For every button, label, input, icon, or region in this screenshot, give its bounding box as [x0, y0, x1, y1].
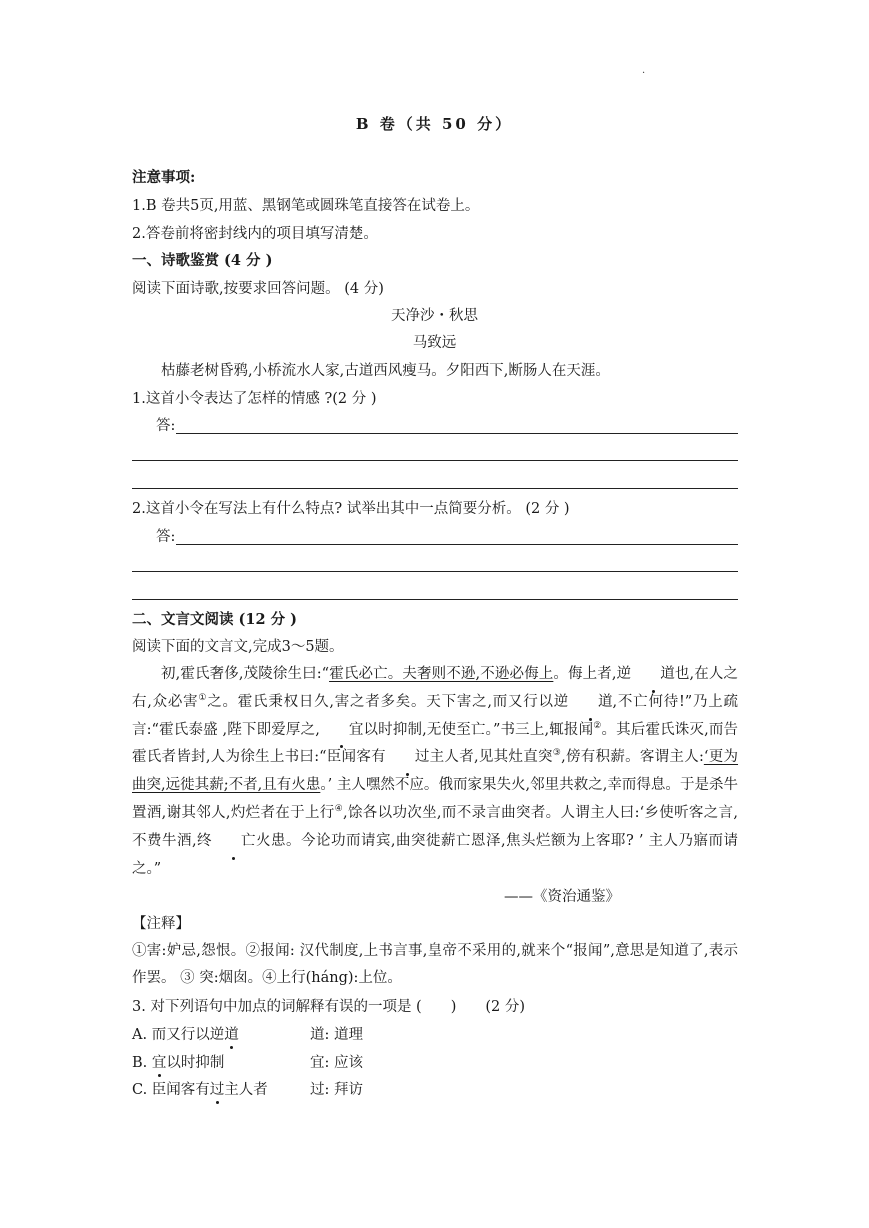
dotted-word: 道 — [224, 1027, 239, 1043]
option-c[interactable] — [132, 1080, 268, 1100]
answer-label: 答: — [156, 529, 176, 545]
underlined-sentence: ‘更为曲突,远徙其薪;不者,且有火患 — [132, 749, 739, 794]
section2-heading: 二、文言文阅读 (12 分 ) — [132, 611, 298, 628]
section1-intro: 阅读下面诗歌,按要求回答问题。 (4 分) — [132, 281, 384, 297]
option-a-term: 道: 道理 — [310, 1027, 363, 1043]
option-a[interactable] — [132, 1025, 239, 1045]
notice-heading: 注意事项: — [132, 169, 196, 186]
option-text: 以时抑制 — [166, 1055, 225, 1071]
note-ref: ③ — [552, 748, 562, 759]
option-b-term: 宜: 应该 — [310, 1055, 363, 1071]
passage-source: ——《资治通鉴》 — [504, 889, 620, 905]
answer-row-1 — [132, 416, 738, 436]
notice-item-1: 1.B 卷共5页,用蓝、黑钢笔或圆珠笔直接答在试卷上。 — [132, 198, 480, 214]
question-1: 1.这首小令表达了怎样的情感 ?(2 分 ) — [132, 391, 377, 407]
option-c-term: 过: 拜访 — [310, 1082, 363, 1098]
passage-text: 。其后霍氏诛灭,而告霍氏者皆封,人为徐生上书曰:“臣闻客有 — [132, 721, 738, 766]
option-label: C. — [132, 1082, 152, 1098]
option-label: A. — [132, 1027, 152, 1043]
dotted-word: 道 — [569, 689, 613, 717]
notes-heading: 【注释】 — [132, 916, 190, 932]
passage-text: 。’ 主人嘿然不应。俄而家果失火,邻里共救之,幸而得息。于是杀牛置酒,谢其邻人,灼烂者在于上行 — [132, 777, 738, 821]
note-ref: ④ — [334, 804, 344, 815]
dotted-word: 道 — [631, 661, 675, 689]
dotted-word: 过 — [386, 744, 430, 772]
notice-item-2: 2.答卷前将密封线内的项目填写清楚。 — [132, 226, 378, 242]
answer-line[interactable] — [176, 433, 738, 434]
passage-text: ,傍有积薪。客谓主人: — [561, 749, 704, 766]
option-text: 臣闻客有 — [151, 1082, 210, 1098]
poem-title: 天净沙・秋思 — [391, 308, 478, 324]
classical-passage — [132, 661, 738, 883]
dotted-word: 亡 — [212, 828, 256, 856]
corner-mark: · — [642, 68, 646, 79]
answer-blank-line[interactable] — [132, 488, 738, 489]
passage-text: 之。霍氏秉权日久,害之者多矣。天下害之,而又行以逆 — [207, 693, 570, 710]
question-3: 3. 对下列语句中加点的词解释有误的一项是 ( ) (2 分) — [132, 999, 526, 1015]
answer-blank-line[interactable] — [132, 599, 738, 600]
note-ref: ① — [198, 692, 208, 703]
option-label: B. — [132, 1055, 152, 1071]
passage-text: ,不亡何待!”乃上疏言:“霍氏泰盛 ,陛下即爱厚之, — [132, 693, 738, 738]
option-b[interactable] — [132, 1053, 224, 1073]
poem-author: 马致远 — [412, 335, 457, 351]
note-ref: ② — [593, 720, 602, 731]
passage-text: ,馀各以功次坐,而不录言曲突者。人谓主人曰:‘乡使听客之言,不费牛酒,终 — [132, 804, 738, 849]
passage-text: 初,霍氏奢侈,茂陵徐生曰:“ — [161, 666, 330, 682]
passage-text: 以时抑制,无使至亡。”书三上,辄报闻 — [363, 721, 594, 738]
notes-text: ①害:妒忌,怨恨。②报闻: 汉代制度,上书言事,皇帝不采用的,就来个“报闻”,意思是知道了,表示作罢。 ③ 突:烟囱。④上行(háng):上位。 — [132, 943, 738, 986]
underlined-sentence: 霍氏必亡。夫奢则不逊,不逊必侮上 — [329, 666, 554, 682]
passage-text: 也,在人之右,众必害 — [132, 666, 739, 710]
answer-label: 答: — [156, 418, 176, 434]
option-text: 主人者 — [224, 1082, 268, 1098]
page-title: B 卷（共 50 分） — [355, 115, 514, 133]
option-text: 而又行以逆 — [151, 1027, 225, 1043]
answer-blank-line[interactable] — [132, 571, 738, 572]
passage-text: 火患。今论功而请宾,曲突徙薪亡恩泽,焦头烂额为上客耶? ’ 主人乃寤而请之。” — [132, 832, 738, 877]
answer-line[interactable] — [176, 544, 738, 545]
passage-text: 主人者,见其灶直突 — [429, 749, 553, 766]
dotted-word: 宜 — [320, 717, 364, 745]
dotted-word: 宜 — [151, 1055, 167, 1071]
answer-blank-line[interactable] — [132, 460, 738, 461]
section1-heading: 一、诗歌鉴赏 (4 分 ) — [132, 252, 273, 269]
dotted-word: 过 — [209, 1082, 225, 1098]
question-2: 2.这首小令在写法上有什么特点? 试举出其中一点简要分析。 (2 分 ) — [132, 501, 570, 517]
passage-text: 。侮上者,逆 — [553, 666, 632, 682]
section2-intro: 阅读下面的文言文,完成3～5题。 — [132, 639, 344, 655]
poem-text: 枯藤老树昏鸦,小桥流水人家,古道西风瘦马。夕阳西下,断肠人在天涯。 — [161, 363, 610, 379]
answer-row-2 — [132, 527, 738, 547]
